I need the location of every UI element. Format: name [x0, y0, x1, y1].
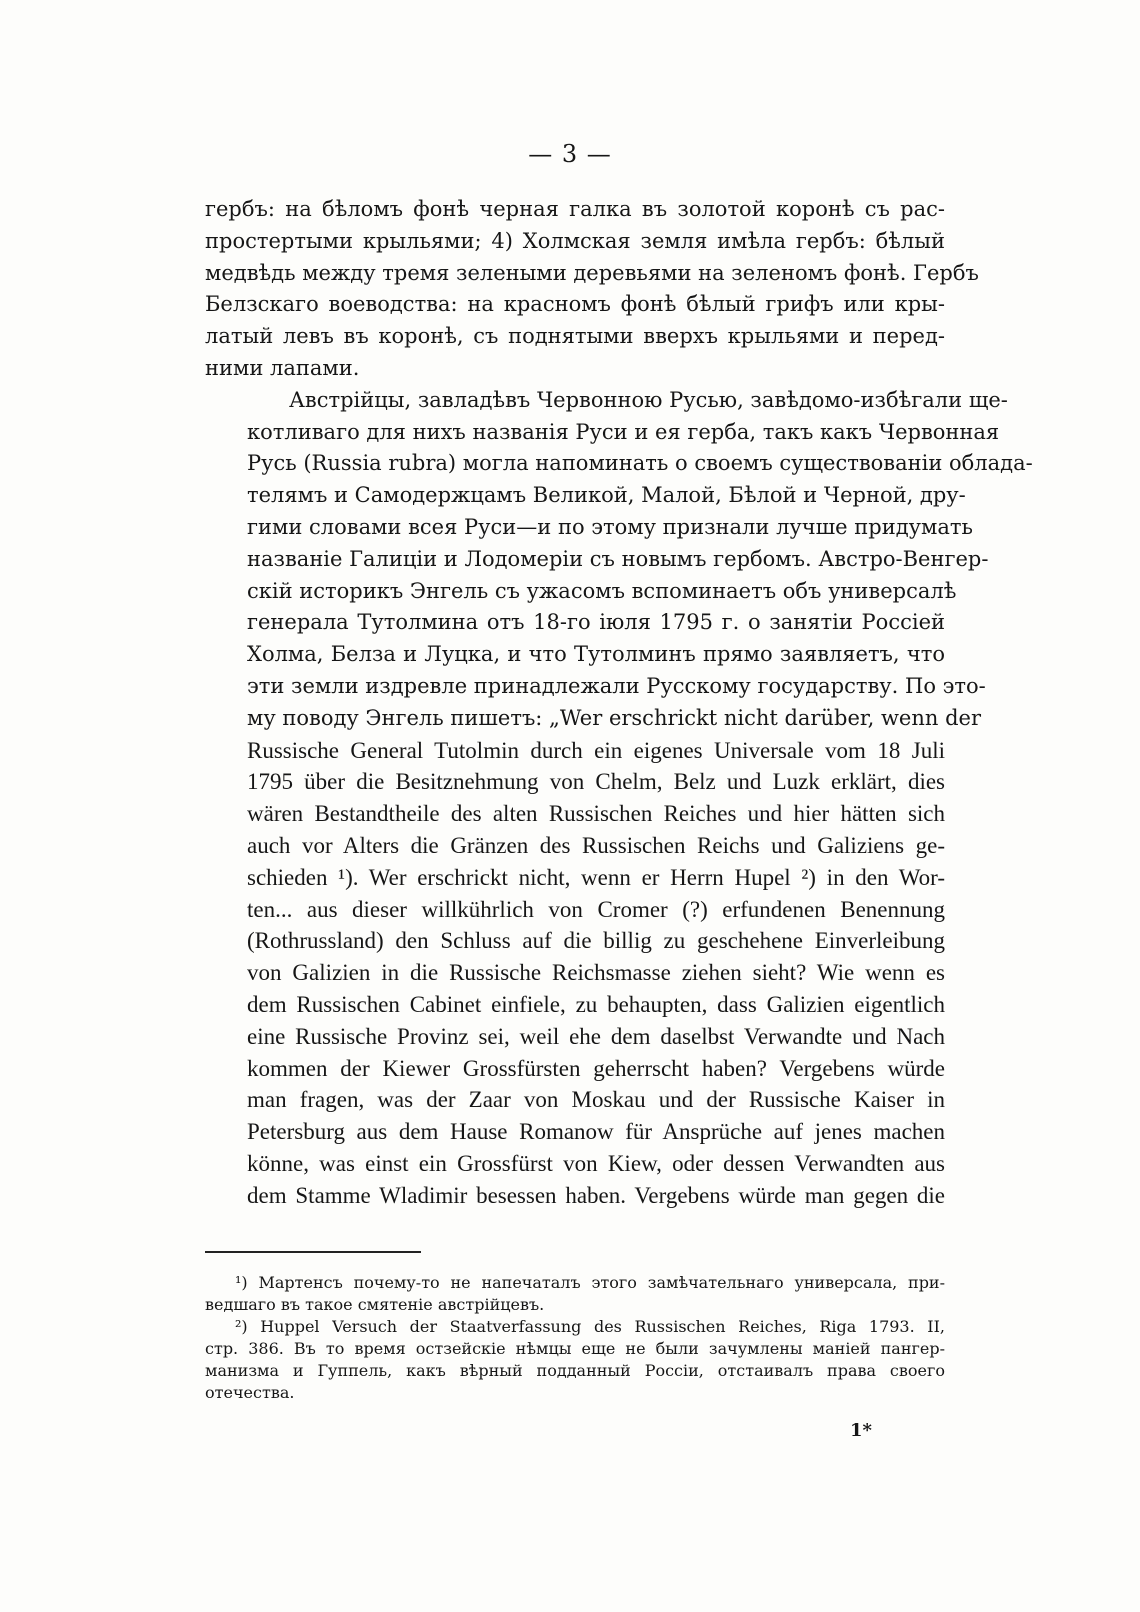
- footnote-line: ²) Huppel Versuch der Staatverfassung des Russischen Reiches, Riga 1793. II,: [235, 1317, 945, 1336]
- signature-mark: 1*: [850, 1420, 872, 1441]
- text-line: простертыми крыльями; 4) Холмская земля имѣла гербъ: бѣлый: [205, 228, 945, 253]
- text-line: könne, was einst ein Grossfürst von Kiew, oder dessen Verwandten aus: [247, 1150, 945, 1176]
- text-line: генерала Тутолмина отъ 18-го іюля 1795 г. о занятіи Россіей: [247, 610, 945, 635]
- footnote-line: ¹) Мартенсъ почему-то не напечаталъ этого замѣчательнаго универсала, при-: [235, 1273, 945, 1292]
- text-line: dem Russischen Cabinet einfiele, zu behaupten, dass Galizien eigentlich: [247, 991, 945, 1017]
- text-line: Белзскаго воеводства: на красномъ фонѣ бѣлый грифъ или кры-: [205, 292, 945, 317]
- text-line: man fragen, was der Zaar von Moskau und der Russische Kaiser in: [247, 1087, 945, 1113]
- page-number: — 3 —: [528, 140, 612, 168]
- footnote-line: стр. 386. Въ то время остзейскіе нѣмцы еще не были зачумлены маніей пангер-: [205, 1339, 945, 1358]
- text-line: kommen der Kiewer Grossfürsten geherrscht haben? Vergebens würde: [247, 1055, 945, 1081]
- text-line: му поводу Энгель пишетъ: „Wer erschrickt nicht darüber, wenn der: [247, 705, 981, 730]
- footnote-2: [205, 1316, 945, 1404]
- text-line: гербъ: на бѣломъ фонѣ черная галка въ золотой коронѣ съ рас-: [205, 197, 945, 221]
- paragraph-2: [205, 385, 1033, 1212]
- text-line: Petersburg aus dem Hause Romanow für Ansprüche auf jenes machen: [247, 1119, 945, 1145]
- text-line: Русь (Russia rubra) могла напоминать о своемъ существованіи облада-: [247, 451, 1033, 476]
- text-line: названіе Галиціи и Лодомеріи съ новымъ гербомъ. Австро-Венгер-: [247, 546, 989, 571]
- footnote-line: манизма и Гуппель, какъ вѣрный подданный Россіи, отстаивалъ права своего: [205, 1361, 945, 1380]
- paragraph-1: [205, 194, 979, 385]
- text-line: скій историкъ Энгель съ ужасомъ вспоминаетъ объ универсалѣ: [247, 578, 957, 603]
- text-line: латый левъ въ коронѣ, съ поднятыми вверхъ крыльями и перед-: [205, 324, 945, 349]
- text-line: Russische General Tutolmin durch ein eigenes Universale vom 18 Juli: [247, 737, 945, 763]
- text-line: schieden ¹). Wer erschrickt nicht, wenn er Herrn Hupel ²) in den Wor-: [247, 864, 945, 890]
- text-line: eine Russische Provinz sei, weil ehe dem daselbst Verwandte und Nach: [247, 1023, 945, 1049]
- text-line: медвѣдь между тремя зелеными деревьями на зеленомъ фонѣ. Гербъ: [205, 260, 979, 285]
- text-line: auch vor Alters die Gränzen des Russischen Reichs und Galiziens ge-: [247, 832, 945, 858]
- text-line: эти земли издревле принадлежали Русскому государству. По это-: [247, 673, 986, 698]
- text-line: телямъ и Самодержцамъ Великой, Малой, Бѣлой и Черной, дру-: [247, 483, 966, 508]
- footnote-line: отечества.: [205, 1383, 295, 1402]
- text-line: котливаго для нихъ названія Руси и ея герба, такъ какъ Червонная: [247, 419, 1000, 444]
- footnote-rule: [205, 1251, 421, 1253]
- footnote-line: ведшаго въ такое смятеніе австрійцевъ.: [205, 1295, 545, 1314]
- text-line: ними лапами.: [205, 355, 360, 380]
- body-text: [205, 194, 1033, 1212]
- text-line: von Galizien in die Russische Reichsmasse ziehen sieht? Wie wenn es: [247, 960, 945, 986]
- text-line: (Rothrussland) den Schluss auf die billig zu geschehene Einverleibung: [247, 928, 945, 954]
- text-line: Холма, Белза и Луцка, и что Тутолминъ прямо заявляетъ, что: [247, 642, 945, 667]
- footnote-1: [205, 1272, 945, 1316]
- text-line: гими словами всея Руси—и по этому признали лучше придумать: [247, 514, 973, 539]
- text-line: wären Bestandtheile des alten Russischen Reiches und hier hätten sich: [247, 801, 945, 827]
- text-line: dem Stamme Wladimir besessen haben. Vergebens würde man gegen die: [247, 1182, 945, 1208]
- text-line: Австрійцы, завладѣвъ Червонною Русью, завѣдомо-избѣгали ще-: [289, 387, 1008, 412]
- text-line: 1795 über die Besitznehmung von Chelm, Belz und Luzk erklärt, dies: [247, 769, 945, 795]
- footnotes: [205, 1272, 945, 1404]
- text-line: ten... aus dieser willkührlich von Cromer (?) erfundenen Benennung: [247, 896, 945, 922]
